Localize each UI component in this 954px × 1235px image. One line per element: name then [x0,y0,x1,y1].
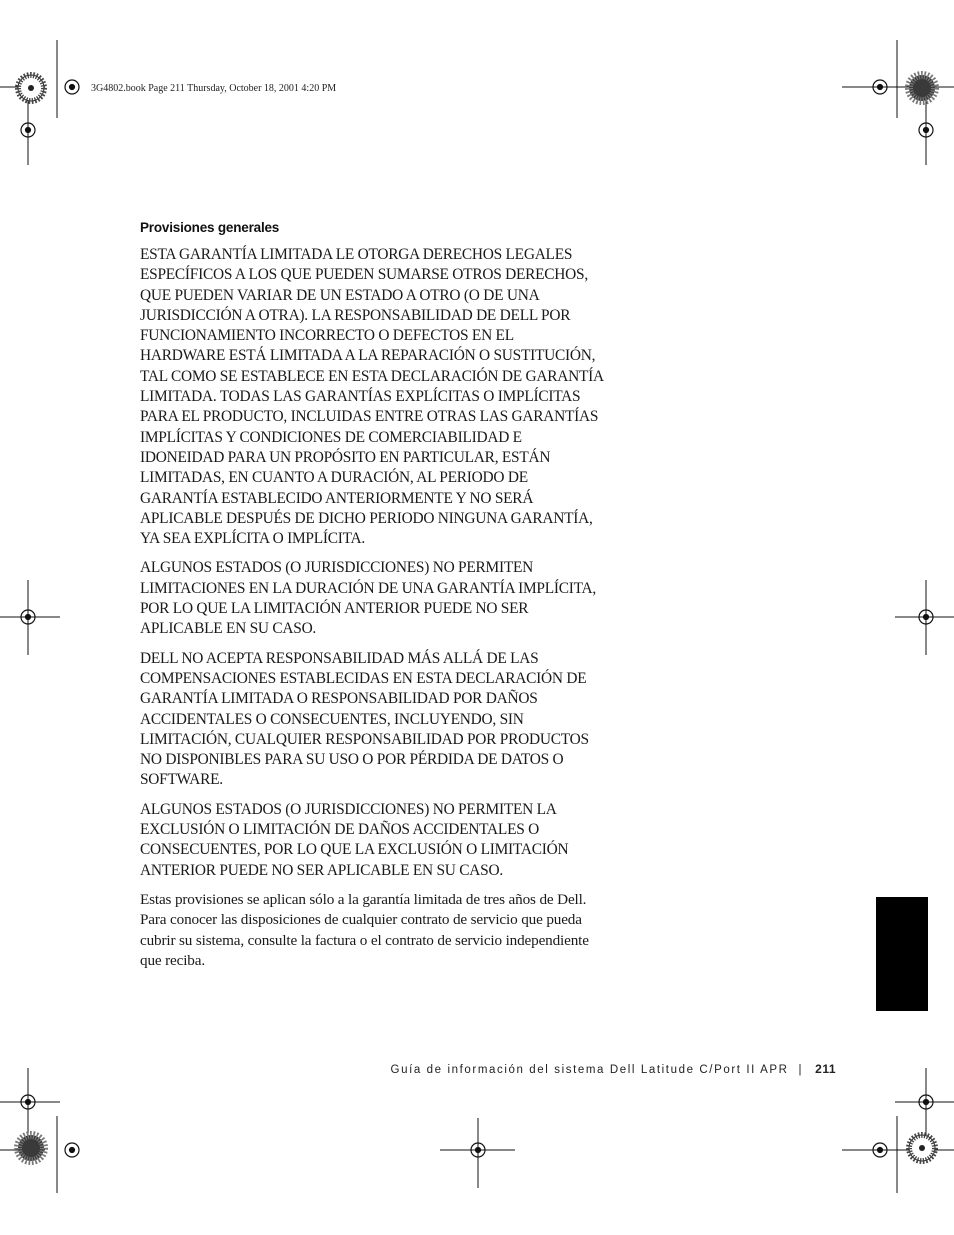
text-line: APLICABLE EN SU CASO. [140,620,317,638]
text-line: YA SEA EXPLÍCITA O IMPLÍCITA. [140,530,365,548]
page-footer [391,1062,836,1076]
paragraph-dell-liability [140,649,632,791]
section-heading: Provisiones generales [140,220,280,235]
text-line: SOFTWARE. [140,771,223,789]
text-line: LIMITADA. TODAS LAS GARANTÍAS EXPLÍCITAS O IMPLÍCITAS [140,388,581,406]
text-line: HARDWARE ESTÁ LIMITADA A LA REPARACIÓN O SUSTITUCIÓN, [140,347,596,365]
text-line: TAL COMO SE ESTABLECE EN ESTA DECLARACIÓN DE GARANTÍA [140,367,604,385]
text-line: APLICABLE DESPUÉS DE DICHO PERIODO NINGUNA GARANTÍA, [140,509,593,527]
text-line: CONSECUENTES, POR LO QUE LA EXCLUSIÓN O LIMITACIÓN [140,841,569,859]
text-line: FUNCIONAMIENTO INCORRECTO O DEFECTOS EN EL [140,327,514,345]
thumb-tab [876,897,928,1011]
print-slug: 3G4802.book Page 211 Thursday, October 18, 2001 4:20 PM [91,83,337,94]
text-line: NO DISPONIBLES PARA SU USO O POR PÉRDIDA DE DATOS O [140,751,564,769]
text-line: LIMITACIÓN, CUALQUIER RESPONSABILIDAD POR PRODUCTOS [140,730,589,748]
page-number: 211 [815,1062,836,1076]
paragraph-provisions-scope [140,890,632,971]
text-line: QUE PUEDEN VARIAR DE UN ESTADO A OTRO (O DE UNA [140,286,540,304]
text-line: Estas provisiones se aplican sólo a la garantía limitada de tres años de Dell. [140,890,587,908]
footer-title: Guía de información del sistema Dell Latitude C/Port II APR [390,1064,789,1076]
paragraph-exclusion-damages [140,800,632,881]
text-line: COMPENSACIONES ESTABLECIDAS EN ESTA DECLARACIÓN DE [140,669,587,687]
text-line: ACCIDENTALES O CONSECUENTES, INCLUYENDO, SIN [140,710,524,728]
text-line: GARANTÍA ESTABLECIDO ANTERIORMENTE Y NO SERÁ [140,489,534,507]
text-line: IMPLÍCITAS Y CONDICIONES DE COMERCIABILIDAD E [140,428,522,446]
text-line: DELL NO ACEPTA RESPONSABILIDAD MÁS ALLÁ DE LAS [140,649,539,667]
text-line: que reciba. [140,951,205,969]
text-line: cubrir su sistema, consulte la factura o el contrato de servicio independiente [140,931,589,949]
text-line: GARANTÍA LIMITADA O RESPONSABILIDAD POR DAÑOS [140,690,538,708]
text-line: ESPECÍFICOS A LOS QUE PUEDEN SUMARSE OTROS DERECHOS, [140,266,588,284]
text-line: LIMITADAS, EN CUANTO A DURACIÓN, AL PERIODO DE [140,469,528,487]
text-line: IDONEIDAD PARA UN PROPÓSITO EN PARTICULAR, ESTÁN [140,448,551,466]
paragraph-limited-warranty-rights [140,245,632,549]
main-content [140,218,632,980]
text-line: PARA EL PRODUCTO, INCLUIDAS ENTRE OTRAS LAS GARANTÍAS [140,408,599,426]
text-line: Para conocer las disposiciones de cualquier contrato de servicio que pueda [140,911,582,929]
text-line: JURISDICCIÓN A OTRA). LA RESPONSABILIDAD DE DELL POR [140,306,571,324]
footer-separator: | [798,1064,804,1076]
text-line: EXCLUSIÓN O LIMITACIÓN DE DAÑOS ACCIDENTALES O [140,821,539,839]
text-line: ESTA GARANTÍA LIMITADA LE OTORGA DERECHOS LEGALES [140,246,573,263]
text-line: LIMITACIONES EN LA DURACIÓN DE UNA GARANTÍA IMPLÍCITA, [140,579,596,597]
text-line: ALGUNOS ESTADOS (O JURISDICCIONES) NO PERMITEN [140,559,533,577]
text-line: ALGUNOS ESTADOS (O JURISDICCIONES) NO PERMITEN LA [140,800,557,818]
text-line: POR LO QUE LA LIMITACIÓN ANTERIOR PUEDE NO SER [140,600,529,618]
text-line: ANTERIOR PUEDE NO SER APLICABLE EN SU CASO. [140,861,503,879]
paragraph-implied-warranty-limits [140,558,632,639]
